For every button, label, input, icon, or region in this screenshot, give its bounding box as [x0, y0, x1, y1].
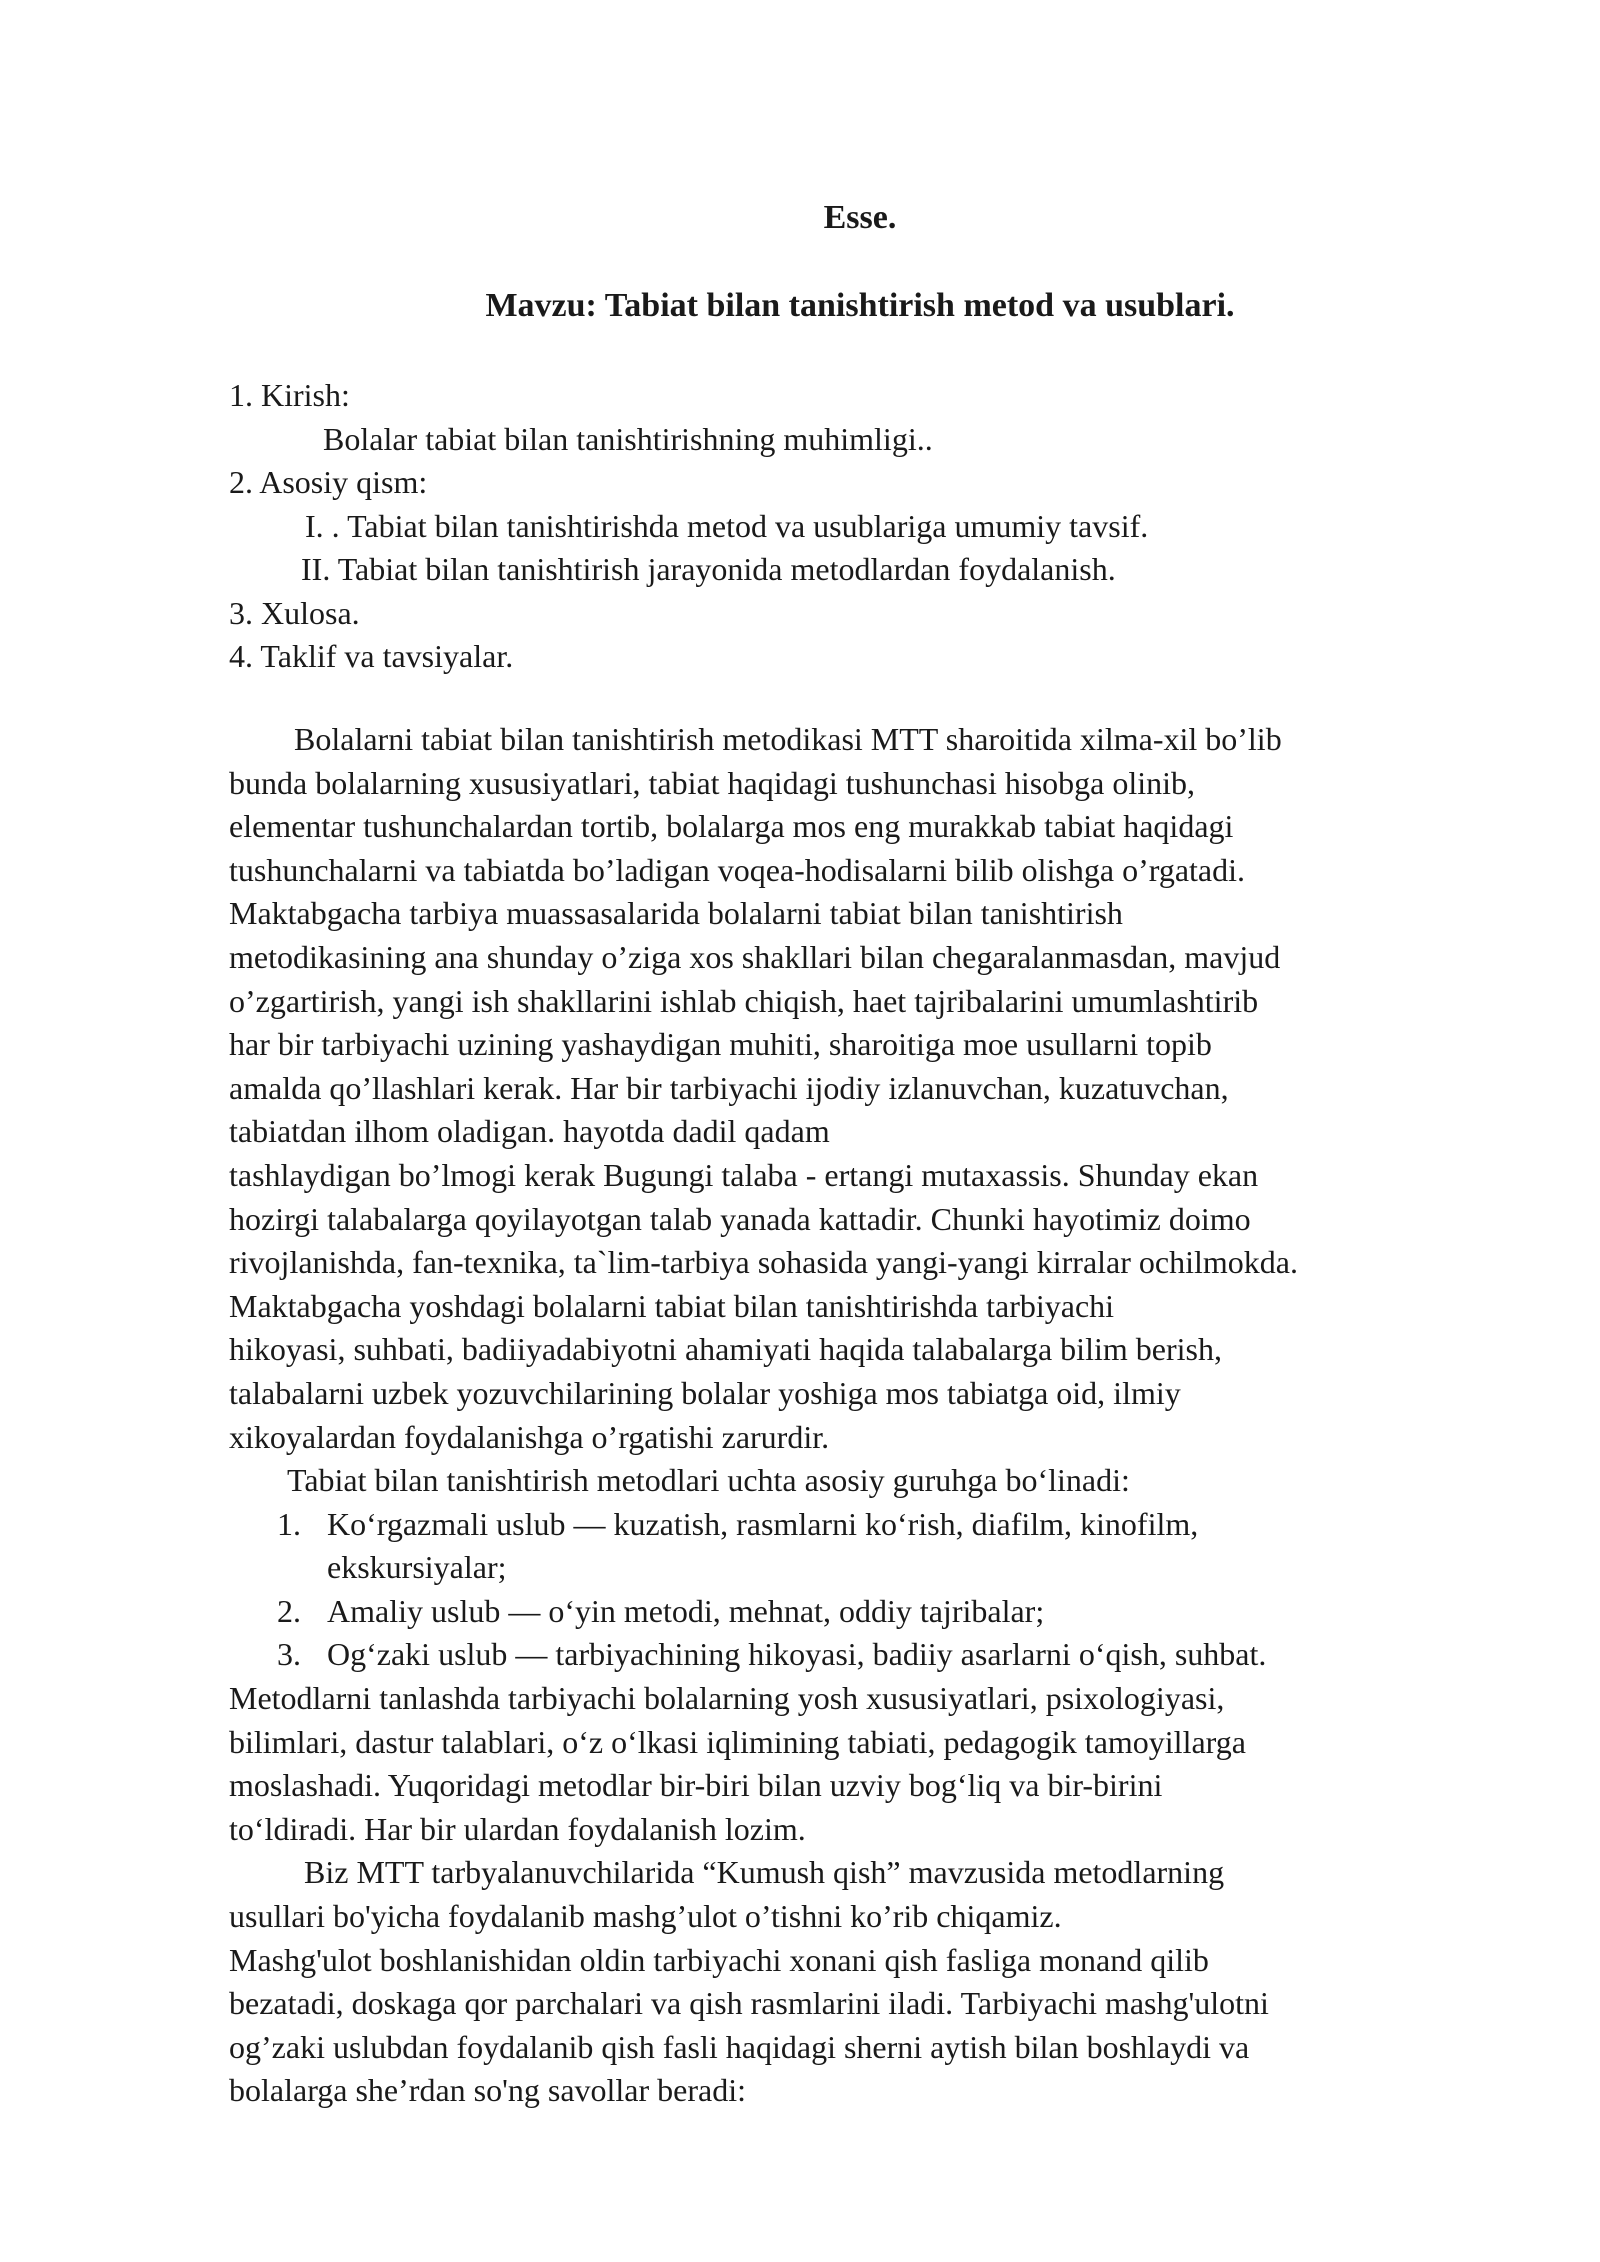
methods-list: [229, 1503, 1529, 1677]
list-item: [229, 1503, 1529, 1547]
text-line: tabiatdan ilhom oladigan. hayotda dadil qadam: [229, 1113, 830, 1150]
text-line: moslashadi. Yuqoridagi metodlar bir-biri bilan uzviy bogʻliq va bir-birini: [229, 1767, 1163, 1804]
text-line: og’zaki uslubdan foydalanib qish fasli haqidagi sherni aytish bilan boshlaydi va: [229, 2028, 1250, 2065]
outline-item: 4. Taklif va tavsiyalar.: [229, 638, 514, 674]
text-line: tushunchalarni va tabiatda bo’ladigan voqea-hodisalarni bilib olishga o’rgatadi.: [229, 851, 1245, 888]
outline-subitem: I. . Tabiat bilan tanishtirishda metod va usublariga umumiy tavsif.: [305, 507, 1149, 544]
text-line: Bolalarni tabiat bilan tanishtirish metodikasi MTT sharoitida xilma-xil bo’lib: [294, 721, 1282, 757]
paragraph-intro: [229, 718, 1529, 1459]
list-item-text: Ogʻzaki uslub — tarbiyachining hikoyasi, badiiy asarlarni oʻqish, suhbat.: [327, 1636, 1267, 1673]
list-item: [229, 1633, 1529, 1677]
paragraph-methods-selection: [229, 1677, 1529, 1851]
text-line: metodikasining ana shunday o’ziga xos shakllari bilan chegaralanmasdan, mavjud: [229, 938, 1281, 975]
text-line: o’zgartirish, yangi ish shakllarini ishlab chiqish, haet tajribalarini umumlashtirib: [229, 982, 1259, 1019]
list-item-continuation: ekskursiyalar;: [327, 1549, 507, 1586]
document-topic: Mavzu: Tabiat bilan tanishtirish metod va usublari.: [485, 287, 1235, 324]
text-line: amalda qo’llashlari kerak. Har bir tarbiyachi ijodiy izlanuvchan, kuzatuvchan,: [229, 1069, 1229, 1106]
outline-item: 1. Kirish:: [229, 377, 350, 413]
text-line: rivojlanishda, fan-texnika, ta`lim-tarbiya sohasida yangi-yangi kirralar ochilmokda.: [229, 1244, 1298, 1281]
text-line: elementar tushunchalardan tortib, bolalarga mos eng murakkab tabiat haqidagi: [229, 808, 1234, 845]
text-line: bilimlari, dastur talablari, oʻz oʻlkasi iqlimining tabiati, pedagogik tamoyillarga: [229, 1723, 1246, 1760]
outline-item: 3. Xulosa.: [229, 594, 360, 631]
text-line: Maktabgacha yoshdagi bolalarni tabiat bilan tanishtirishda tarbiyachi: [229, 1287, 1115, 1324]
text-line: talabalarni uzbek yozuvchilarining bolalar yoshiga mos tabiatga oid, ilmiy: [229, 1374, 1181, 1411]
list-number: 3.: [277, 1636, 301, 1673]
text-line: bolalarga she’rdan so'ng savollar beradi:: [229, 2072, 746, 2109]
text-line: Maktabgacha tarbiya muassasalarida bolalarni tabiat bilan tanishtirish: [229, 895, 1123, 932]
text-line: tashlaydigan bo’lmogi kerak Bugungi talaba - ertangi mutaxassis. Shunday ekan: [229, 1156, 1259, 1193]
outline-subitem: Bolalar tabiat bilan tanishtirishning muhimligi..: [323, 420, 933, 457]
text-line: Mashg'ulot boshlanishidan oldin tarbiyachi xonani qish fasliga monand qilib: [229, 1941, 1209, 1978]
outline-item: 2. Asosiy qism:: [229, 464, 428, 500]
list-number: 2.: [277, 1592, 301, 1629]
list-number: 1.: [277, 1505, 301, 1542]
essay-outline: [229, 374, 1479, 679]
text-line: bunda bolalarning xususiyatlari, tabiat haqidagi tushunchasi hisobga olinib,: [229, 764, 1196, 801]
essay-body: [229, 718, 1529, 2113]
document-title: Esse.: [823, 199, 897, 236]
paragraph-lesson: [229, 1851, 1529, 2113]
text-line: har bir tarbiyachi uzining yashaydigan muhiti, sharoitiga moe usullarni topib: [229, 1026, 1212, 1063]
text-line: hikoyasi, suhbati, badiiyadabiyotni ahamiyati haqida talabalarga bilim berish,: [229, 1331, 1222, 1368]
text-line: xikoyalardan foydalanishga o’rgatishi zarurdir.: [229, 1418, 830, 1455]
text-line: hozirgi talabalarga qoyilayotgan talab yanada kattadir. Chunki hayotimiz doimo: [229, 1200, 1251, 1237]
list-item-text: Amaliy uslub — oʻyin metodi, mehnat, oddiy tajribalar;: [327, 1592, 1045, 1629]
methods-intro: Tabiat bilan tanishtirish metodlari uchta asosiy guruhga boʻlinadi:: [287, 1462, 1130, 1499]
text-line: Metodlarni tanlashda tarbiyachi bolalarning yosh xususiyatlari, psixologiyasi,: [229, 1680, 1225, 1717]
text-line: usullari bo'yicha foydalanib mashg’ulot o’tishni ko’rib chiqamiz.: [229, 1898, 1062, 1935]
outline-subitem: II. Tabiat bilan tanishtirish jarayonida metodlardan foydalanish.: [301, 551, 1116, 587]
text-line: toʻldiradi. Har bir ulardan foydalanish lozim.: [229, 1810, 806, 1847]
text-line: Biz MTT tarbyalanuvchilarida “Kumush qish” mavzusida metodlarning: [304, 1854, 1225, 1891]
text-line: bezatadi, doskaga qor parchalari va qish rasmlarini iladi. Tarbiyachi mashg'ulotni: [229, 1985, 1269, 2022]
list-item: [229, 1590, 1529, 1634]
list-item-text: Koʻrgazmali uslub — kuzatish, rasmlarni koʻrish, diafilm, kinofilm,: [327, 1505, 1199, 1542]
